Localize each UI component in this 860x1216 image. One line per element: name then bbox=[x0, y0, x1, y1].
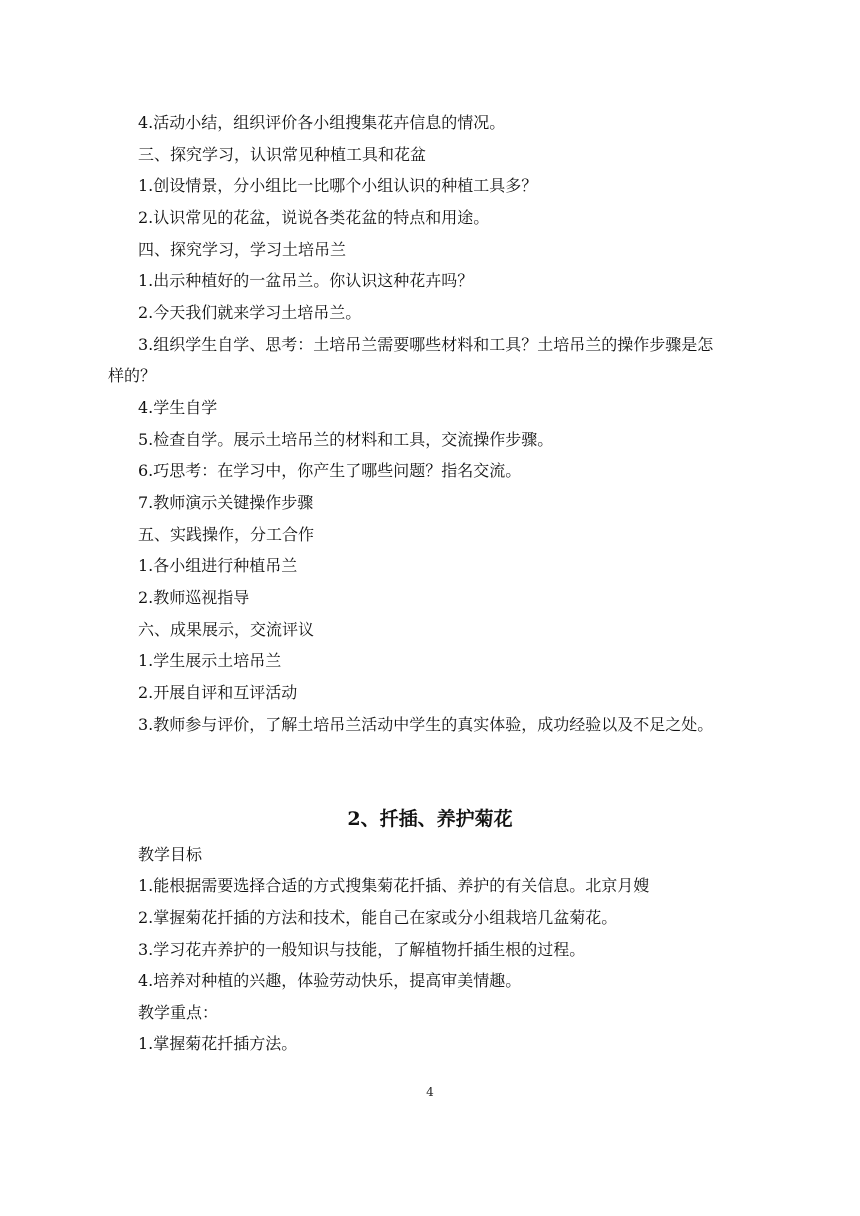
text-line: 2.教师巡视指导 bbox=[138, 588, 250, 607]
text-line: 2.认识常见的花盆，说说各类花盆的特点和用途。 bbox=[138, 208, 490, 227]
text-line: 3.教师参与评价，了解土培吊兰活动中学生的真实体验，成功经验以及不足之处。 bbox=[138, 715, 714, 734]
text-line: 4.活动小结，组织评价各小组搜集花卉信息的情况。 bbox=[138, 113, 506, 132]
text-line: 1.能根据需要选择合适的方式搜集菊花扦插、养护的有关信息。北京月嫂 bbox=[138, 876, 650, 895]
section-heading: 四、探究学习，学习土培吊兰 bbox=[138, 240, 347, 259]
section-title: 2、扦插、养护菊花 bbox=[347, 808, 513, 830]
text-line: 1.创设情景，分小组比一比哪个小组认识的种植工具多？ bbox=[138, 176, 538, 195]
text-line: 3.组织学生自学、思考：土培吊兰需要哪些材料和工具？土培吊兰的操作步骤是怎 bbox=[138, 335, 714, 354]
text-line: 1.出示种植好的一盆吊兰。你认识这种花卉吗？ bbox=[138, 271, 474, 290]
subheading: 教学目标 bbox=[138, 845, 203, 864]
text-line: 2.今天我们就来学习土培吊兰。 bbox=[138, 303, 362, 322]
text-line: 7.教师演示关键操作步骤 bbox=[138, 493, 314, 512]
text-line: 5.检查自学。展示土培吊兰的材料和工具，交流操作步骤。 bbox=[138, 430, 554, 449]
text-line: 4.学生自学 bbox=[138, 398, 218, 417]
section-heading: 六、成果展示，交流评议 bbox=[138, 620, 315, 639]
text-line: 1.学生展示土培吊兰 bbox=[138, 651, 282, 670]
text-line: 1.掌握菊花扦插方法。 bbox=[138, 1034, 298, 1053]
subheading: 教学重点： bbox=[138, 1003, 219, 1022]
text-line: 6.巧思考：在学习中，你产生了哪些问题？指名交流。 bbox=[138, 461, 522, 480]
page-number: 4 bbox=[426, 1085, 434, 1099]
text-line: 2.开展自评和互评活动 bbox=[138, 683, 298, 702]
section-heading: 三、探究学习，认识常见种植工具和花盆 bbox=[138, 145, 427, 164]
text-line: 1.各小组进行种植吊兰 bbox=[138, 556, 298, 575]
text-line: 4.培养对种植的兴趣，体验劳动快乐，提高审美情趣。 bbox=[138, 971, 522, 990]
text-line: 3.学习花卉养护的一般知识与技能，了解植物扦插生根的过程。 bbox=[138, 940, 586, 959]
text-line: 2.掌握菊花扦插的方法和技术，能自己在家或分小组栽培几盆菊花。 bbox=[138, 908, 618, 927]
section-heading: 五、实践操作，分工合作 bbox=[138, 525, 315, 544]
text-line-continuation: 样的？ bbox=[108, 366, 157, 385]
